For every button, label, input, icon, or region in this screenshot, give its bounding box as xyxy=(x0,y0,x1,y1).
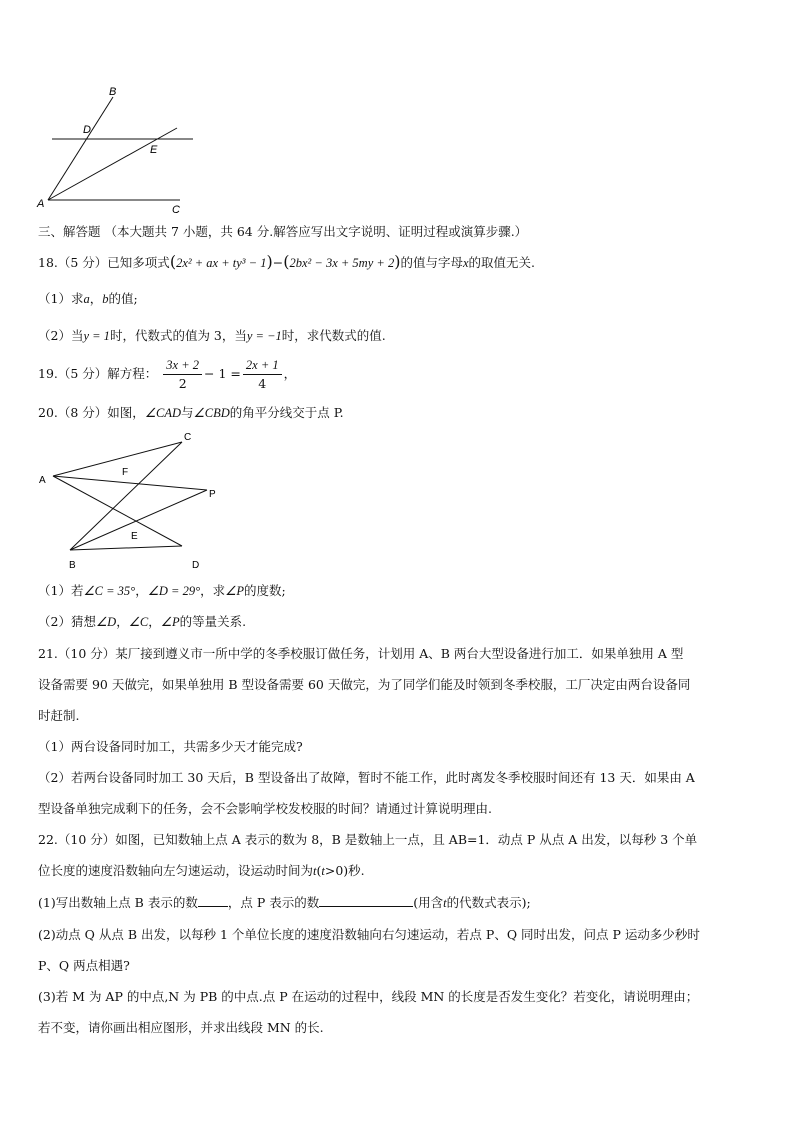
fraction-left xyxy=(163,357,202,392)
q18-poly2: 2bx² − 3x + 5my + 2 xyxy=(289,256,395,270)
q21-line1: 21.（10 分）某厂接到遵义市一所中学的冬季校服订做任务，计划用 A、B 两台大型设备进行加工．如果单独用 A 型 xyxy=(38,646,684,661)
q18-tail: 的值与字母 xyxy=(400,255,463,270)
paren-close-2: ) xyxy=(394,252,401,271)
q22-p1-c: (用含 xyxy=(413,895,444,910)
q20-part1-f: 的度数; xyxy=(243,583,286,598)
fraction-right-num: 2x + 1 xyxy=(243,357,282,375)
q18-part1 xyxy=(38,290,138,308)
q22-p1-d: 的代数式表示); xyxy=(446,895,531,910)
q18-intro: 18.（5 分）已知多项式 xyxy=(38,255,170,270)
q20-part2-a: （2）猜想 xyxy=(38,614,96,629)
q22-p3-line1: (3)若 M 为 AP 的中点,N 为 PB 的中点.点 P 在运动的过程中，线段 MN 的长度是否发生变化？若变化，请说明理由； xyxy=(38,989,699,1004)
label-e2: E xyxy=(131,531,138,542)
q22-line2 xyxy=(38,862,365,880)
q18-part1-pre: （1）求 xyxy=(38,291,84,306)
seg-ap xyxy=(53,476,207,490)
label-d: D xyxy=(83,124,91,136)
q19-mid: − 1 = xyxy=(204,366,241,381)
angle-p: ∠P xyxy=(225,584,244,598)
q22-p3-line2: 若不变，请你画出相应图形，并求出线段 MN 的长. xyxy=(38,1020,324,1035)
fraction-right xyxy=(243,357,282,392)
sep: ， xyxy=(116,614,129,629)
sep: ， xyxy=(148,614,161,629)
var-t: t xyxy=(443,896,447,910)
q18-stem xyxy=(38,253,535,272)
q22-p1-a: (1)写出数轴上点 B 表示的数 xyxy=(38,895,198,910)
label-c2: C xyxy=(184,432,192,443)
q22-p2-line1: (2)动点 Q 从点 B 出发，以每秒 1 个单位长度的速度沿数轴向右匀速运动，若点 P、Q 同时出发，问点 P 运动多少秒时 xyxy=(38,927,700,942)
seg-bd xyxy=(70,546,182,550)
figure-parallel-lines-svg xyxy=(30,80,210,220)
angle-p: ∠P xyxy=(160,615,180,629)
q21-part2-line2: 型设备单独完成剩下的任务，会不会影响学校发校服的时间？请通过计算说明理由. xyxy=(38,801,492,816)
label-b: B xyxy=(109,86,117,98)
label-e: E xyxy=(150,144,158,156)
q22-part1 xyxy=(38,894,531,912)
q18-part2-b: 时，代数式的值为 3，当 xyxy=(109,328,247,343)
q20-stem xyxy=(38,404,344,422)
paren-open-1: ( xyxy=(169,252,177,271)
cond-y-neg1: y = −1 xyxy=(246,329,282,343)
angle-d: ∠D xyxy=(95,615,117,629)
label-b2: B xyxy=(69,560,76,571)
seg-ac xyxy=(53,442,182,476)
q22-p1-b: ，点 P 表示的数 xyxy=(227,895,320,910)
angle-cad: ∠CAD xyxy=(144,406,182,420)
label-d2: D xyxy=(192,560,200,571)
answer-blank-b[interactable] xyxy=(198,894,228,907)
q22-line2-d: >0)秒. xyxy=(324,863,365,878)
q18-var: x xyxy=(462,256,469,270)
cond-y1: y = 1 xyxy=(83,329,110,343)
q21-part2-line1: （2）若两台设备同时加工 30 天后，B 型设备出了故障，暂时不能工作，此时离发冬季校服时间还有 13 天．如果由 A xyxy=(38,770,695,785)
q20-intro-a: 20.（8 分）如图， xyxy=(38,405,145,420)
seg-ad xyxy=(53,476,182,546)
q20-intro-b: 与 xyxy=(181,405,194,420)
figure-angle-bisectors xyxy=(32,428,232,576)
q22-line2-a: 位长度的速度沿数轴向左匀速运动，设运动时间为 xyxy=(38,863,314,878)
q20-part1-b: ， xyxy=(135,583,148,598)
q18-part1-post: 的值; xyxy=(108,291,138,306)
label-a2: A xyxy=(39,475,46,486)
q19-stem xyxy=(38,356,296,392)
q20-part1 xyxy=(38,582,286,600)
angle-c-value: ∠C = 35° xyxy=(83,584,136,598)
q18-minus: − xyxy=(272,255,284,270)
seg-bc xyxy=(70,442,182,550)
q19-intro: 19.（5 分）解方程： xyxy=(38,366,158,381)
answer-blank-p[interactable] xyxy=(319,894,413,907)
fraction-left-den: 2 xyxy=(178,376,187,391)
q21-part1: （1）两台设备同时加工，共需多少天才能完成? xyxy=(38,739,303,754)
label-f: F xyxy=(122,467,129,478)
q22-p2-line2: P、Q 两点相遇? xyxy=(38,958,130,973)
var-b: b xyxy=(102,292,109,306)
angle-d-value: ∠D = 29° xyxy=(147,584,201,598)
sep: ， xyxy=(89,291,103,306)
angle-cbd: ∠CBD xyxy=(193,406,230,420)
q21-line3: 时赶制. xyxy=(38,708,80,723)
q18-part2-a: （2）当 xyxy=(38,328,84,343)
q20-part1-e: ，求 xyxy=(200,583,226,598)
q20-intro-c: 的角平分线交于点 P. xyxy=(229,405,344,420)
seg-bp xyxy=(70,490,207,550)
q18-poly1: 2x² + ax + ty³ − 1 xyxy=(176,256,267,270)
q21-line2: 设备需要 90 天做完，如果单独用 B 型设备需要 60 天做完，为了同学们能及时领到冬季校服，工厂决定由两台设备同 xyxy=(38,677,691,692)
label-p: P xyxy=(209,489,216,500)
q19-end: ， xyxy=(283,366,297,381)
figure-angle-bisectors-svg xyxy=(32,428,232,576)
q22-line2-b: ( xyxy=(316,863,322,878)
q18-part2 xyxy=(38,327,386,345)
section-heading: 三、解答题 （本大题共 7 小题，共 64 分.解答应写出文字说明、证明过程或演算步骤.） xyxy=(38,224,528,239)
fraction-right-den: 4 xyxy=(258,376,267,391)
q18-tail2: 的取值无关. xyxy=(468,255,536,270)
paren-open-2: ( xyxy=(283,252,290,271)
q20-part1-a: （1）若 xyxy=(38,583,84,598)
figure-parallel-lines xyxy=(30,80,210,220)
q22-line1: 22.（10 分）如图，已知数轴上点 A 表示的数为 8，B 是数轴上一点，且 AB=1．动点 P 从点 A 出发，以每秒 3 个单 xyxy=(38,832,698,847)
q20-part2 xyxy=(38,613,246,631)
line-ab xyxy=(48,97,113,200)
q20-part2-f: 的等量关系. xyxy=(179,614,247,629)
var-a: a xyxy=(83,292,90,306)
paren-close-1: ) xyxy=(266,252,273,271)
label-c: C xyxy=(172,204,180,216)
var-t: t xyxy=(313,864,317,878)
label-a: A xyxy=(37,198,45,210)
var-t: t xyxy=(321,864,325,878)
q18-part2-c: 时，求代数式的值. xyxy=(281,328,386,343)
fraction-left-num: 3x + 2 xyxy=(163,357,202,375)
angle-c: ∠C xyxy=(128,615,149,629)
